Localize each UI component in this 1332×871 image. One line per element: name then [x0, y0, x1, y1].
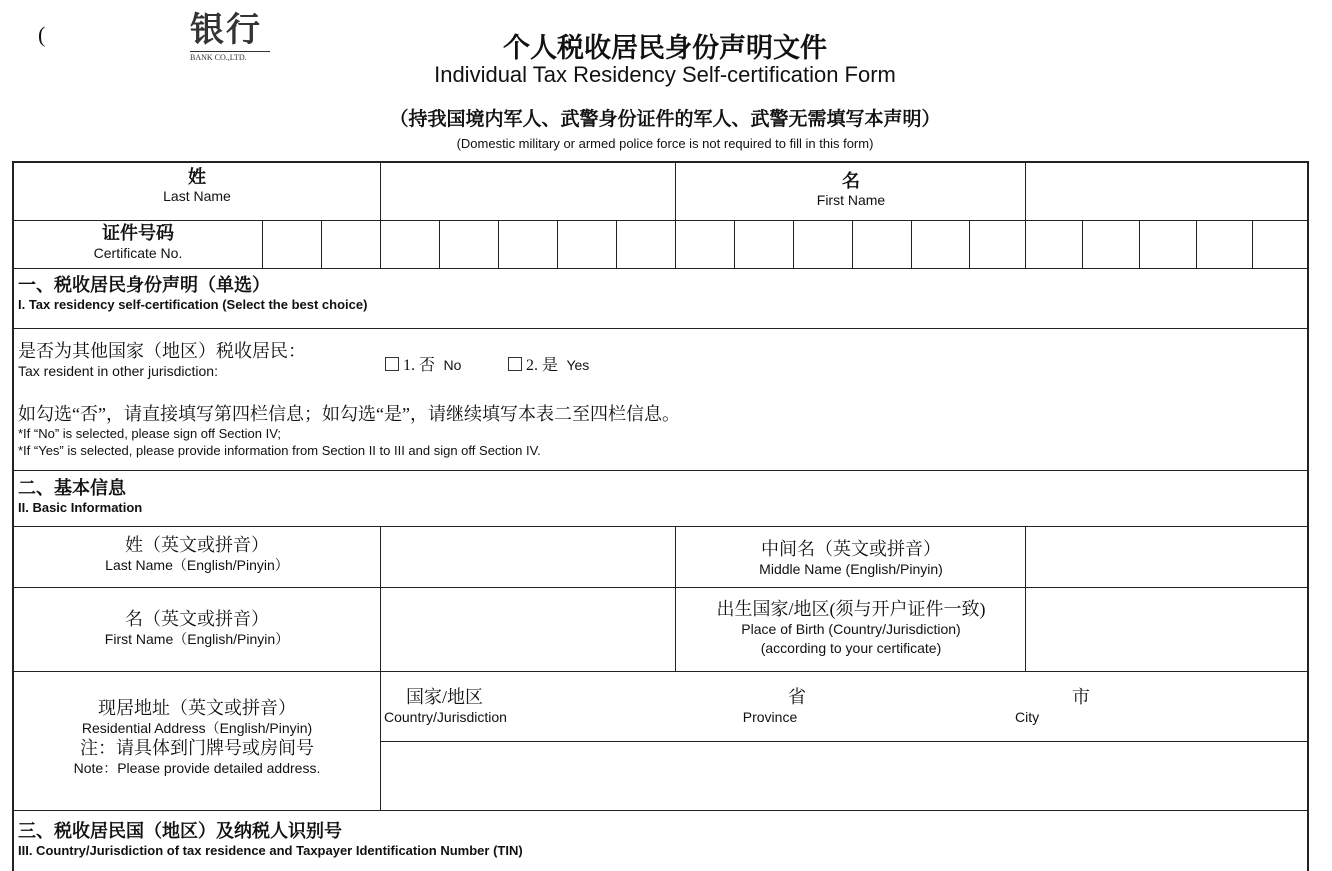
tax-resident-question: 是否为其他国家（地区）税收居民： Tax resident in other jurisdiction:	[18, 341, 306, 379]
option-no[interactable]: 1. 否 No	[385, 352, 461, 375]
last-name-label: 姓 Last Name	[163, 167, 231, 204]
middle-name-label: 中间名（英文或拼音） Middle Name (English/Pinyin)	[759, 539, 943, 577]
section1-heading: 一、税收居民身份声明（单选） I. Tax residency self-certification (Select the best choice)	[18, 275, 368, 312]
pinyin-last-name-field[interactable]	[382, 528, 674, 586]
checkbox-no[interactable]	[385, 357, 399, 371]
city-label: 市 City	[1015, 687, 1090, 725]
place-of-birth-label: 出生国家/地区(须与开户证件一致) Place of Birth (Country/Jurisdiction) (according to your certificate)	[716, 599, 986, 656]
first-name-field[interactable]	[1027, 163, 1307, 219]
bank-name-en: BANK CO.,LTD.	[190, 53, 247, 62]
section3-heading: 三、税收居民国（地区）及纳税人识别号 III. Country/Jurisdiction of tax residence and Taxpayer Identification Number (TIN)	[18, 821, 523, 858]
form-note-en: (Domestic military or armed police force is not required to fill in this form)	[456, 136, 874, 151]
pinyin-last-name-label: 姓（英文或拼音） Last Name（English/Pinyin）	[105, 535, 289, 573]
form-title-cn: 个人税收居民身份声明文件	[503, 33, 827, 63]
first-name-label: 名 First Name	[816, 171, 886, 208]
bank-name-cn: 银行	[190, 12, 262, 49]
last-name-field[interactable]	[382, 163, 674, 219]
pinyin-first-name-label: 名（英文或拼音） First Name（English/Pinyin）	[104, 609, 290, 647]
pinyin-first-name-field[interactable]	[382, 589, 674, 670]
detailed-address-field[interactable]	[382, 743, 1307, 809]
section1-instructions: 如勾选“否”，请直接填写第四栏信息；如勾选“是”，请继续填写本表二至四栏信息。 *If “No” is selected, please sign off Section IV; *If “Yes” is selected, please provide information from Section II to III and sign off Section IV.	[18, 404, 680, 458]
bank-logo	[190, 12, 275, 62]
country-label: 国家/地区 Country/Jurisdiction	[384, 687, 507, 725]
checkbox-yes[interactable]	[508, 357, 522, 371]
place-of-birth-field[interactable]	[1027, 589, 1307, 670]
bank-prefix: (	[38, 22, 46, 47]
certificate-number-field[interactable]	[263, 222, 1307, 267]
option-yes[interactable]: 2. 是 Yes	[508, 352, 589, 375]
form-note-cn: （持我国境内军人、武警身份证件的军人、武警无需填写本声明）	[389, 109, 941, 130]
province-label: 省 Province	[742, 687, 806, 725]
form-title-en: Individual Tax Residency Self-certification Form	[434, 62, 896, 87]
residential-address-label: 现居地址（英文或拼音） Residential Address（English/Pinyin) 注：请具体到门牌号或房间号 Note：Please provide detailed address.	[73, 698, 321, 776]
middle-name-field[interactable]	[1027, 528, 1307, 586]
certificate-label: 证件号码 Certificate No.	[93, 223, 183, 261]
section2-heading: 二、基本信息 II. Basic Information	[18, 478, 143, 515]
